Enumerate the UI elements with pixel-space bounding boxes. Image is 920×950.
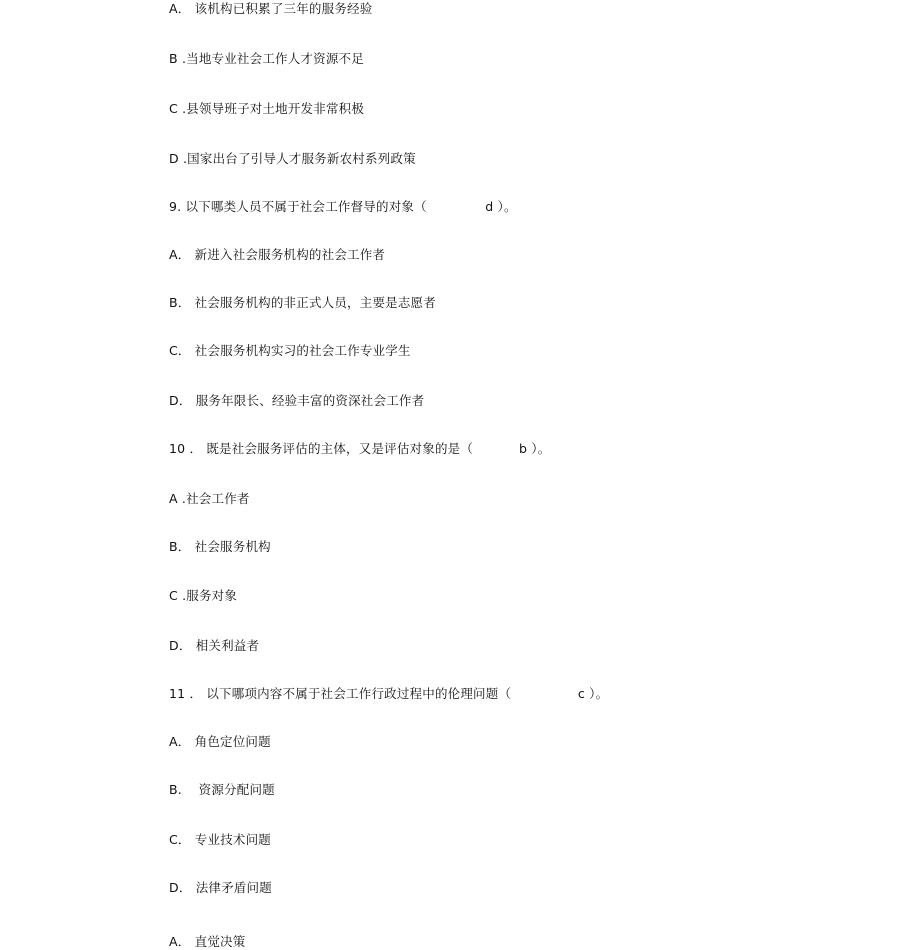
question-11: 11 ． 以下哪项内容不属于社会工作行政过程中的伦理问题（ c ）。 bbox=[169, 686, 609, 701]
option-a-10: A .社会工作者 bbox=[169, 491, 250, 506]
option-b-8: B .当地专业社会工作人才资源不足 bbox=[169, 51, 364, 66]
option-d-10: D． 相关利益者 bbox=[169, 638, 260, 653]
question-9: 9. 以下哪类人员不属于社会工作督导的对象（ d ）。 bbox=[169, 199, 517, 214]
option-b-11: B. 资源分配问题 bbox=[169, 782, 275, 797]
question-10: 10 ． 既是社会服务评估的主体，又是评估对象的是（ b ）。 bbox=[169, 441, 551, 456]
option-c-8: C .县领导班子对土地开发非常积极 bbox=[169, 101, 365, 116]
option-b-9: B． 社会服务机构的非正式人员，主要是志愿者 bbox=[169, 295, 436, 310]
option-c-11: C． 专业技术问题 bbox=[169, 832, 272, 847]
option-a-9: A． 新进入社会服务机构的社会工作者 bbox=[169, 247, 386, 262]
option-d-11: D． 法律矛盾问题 bbox=[169, 880, 272, 895]
option-c-10: C .服务对象 bbox=[169, 588, 238, 603]
option-a-11: A． 角色定位问题 bbox=[169, 734, 271, 749]
option-c-9: C． 社会服务机构实习的社会工作专业学生 bbox=[169, 343, 411, 358]
option-a-12: A． 直觉决策 bbox=[169, 934, 246, 949]
option-d-8: D .国家出台了引导人才服务新农村系列政策 bbox=[169, 151, 416, 166]
option-d-9: D． 服务年限长、经验丰富的资深社会工作者 bbox=[169, 393, 425, 408]
option-b-10: B． 社会服务机构 bbox=[169, 539, 271, 554]
option-a-8: A． 该机构已积累了三年的服务经验 bbox=[169, 1, 373, 16]
